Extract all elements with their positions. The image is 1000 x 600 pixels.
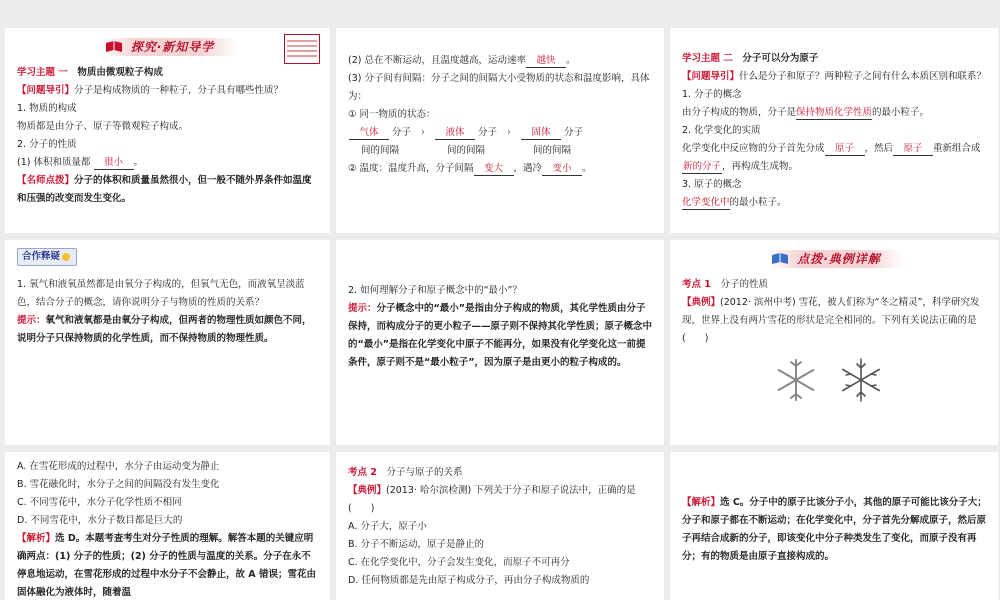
question-tag: 【问题导引】 (17, 85, 75, 96)
example-tag: 【典例】 (348, 485, 387, 496)
gap-label: 间的间隔 (446, 145, 485, 156)
fill-prefix: (2) 总在不断运动，且温度越高，运动速率 (348, 55, 526, 66)
tip-tag: 【名师点拨】 (17, 175, 75, 186)
fill-prefix: (1) 体积和质量都 (17, 157, 91, 168)
fill-answer: 气体 (349, 126, 389, 140)
section-heading: 1. 物质的构成 (17, 103, 77, 114)
lamp-icon (60, 252, 72, 262)
fill-mid: ，然后 (864, 143, 894, 154)
section-heading: 2. 分子的性质 (17, 139, 77, 150)
option-c: C. 在化学变化中，分子会发生变化，而原子不可再分 (348, 557, 570, 568)
hint-text: 氧气和液氧都是由氧分子构成，但两者的物理性质如颜色不同，说明分子只保持物质的化学性质，而不保持物质的物理性质。 (17, 315, 312, 344)
fill-answer: 原子 (825, 142, 865, 156)
question-text: 1. 氧气和液氧虽然都是由氧分子构成的，但氧气无色，而液氧呈淡蓝色，结合分子的概念，请你说明分子与物质的性质的关系？ (17, 279, 305, 308)
book-icon (771, 252, 789, 266)
topic-label: 学习主题 二 (682, 53, 733, 64)
panel-8 (336, 452, 664, 600)
panel-7 (5, 452, 330, 600)
fill-answer: 保持物质化学性质 (796, 107, 873, 118)
paragraph: ① 同一物质的状态： (348, 109, 436, 120)
panel-5 (336, 240, 664, 445)
panel-9 (670, 452, 998, 600)
panel-6 (670, 240, 998, 445)
fill-prefix: 由分子构成的物质，分子是 (682, 107, 797, 118)
fill-suffix: 。 (565, 55, 576, 66)
fill-prefix: ② 温度：温度升高，分子间隔 (348, 163, 474, 174)
fill-suffix: 。 (133, 157, 144, 168)
example-tag: 【典例】 (682, 297, 721, 308)
tip-text: 分子的体积和质量虽然很小，但一般不随外界条件如温度和压强的改变而发生变化。 (17, 175, 312, 204)
panel-4 (5, 240, 330, 445)
fill-suffix: 的最小粒子。 (872, 107, 930, 118)
fill-answer: 化学变化中 (682, 197, 730, 208)
gap-label: 间的间隔 (532, 145, 571, 156)
option-b: B. 分子不断运动，原子是静止的 (348, 539, 485, 550)
state-row (348, 124, 654, 142)
chevron-right-icon: › (421, 127, 425, 138)
section-heading: 1. 分子的概念 (682, 89, 742, 100)
banner-text: 点拨·典例详解 (797, 252, 881, 266)
fill-answer: 变小 (542, 162, 582, 176)
chevron-right-icon: › (507, 127, 511, 138)
answer-text: 选 C。分子中的原子比该分子小，其他的原子可能比该分子大；分子和原子都在不断运动；在化学变化中，分子首先分解成原子，然后原子再结合成新的分子，即该变化中分子种类发生了变化，而原子没有再分；有的物质是由原子直接构成的。 (682, 497, 987, 562)
question-tag: 【问题导引】 (682, 71, 740, 82)
question-text: 分子是构成物质的一种粒子，分子具有哪些性质？ (74, 85, 284, 96)
option-a: A. 分子大，原子小 (348, 521, 427, 532)
answer-text: 选 D。本题考查考生对分子性质的理解。解答本题的关键应明确两点：(1) 分子的性质；(2) 分子的性质与温度的关系。分子在永不停息地运动，在雪花形成的过程中水分子不会静止，故 A 错误；雪花由固体融化为液体时，随着温 (17, 533, 316, 598)
fill-mid: ，遇冷 (513, 163, 543, 174)
option-c: C. 不同雪花中，水分子化学性质不相同 (17, 497, 182, 508)
snowflake-icon (772, 356, 820, 404)
point-label: 考点 2 (348, 467, 377, 478)
fill-suffix: ，再构成生成物。 (722, 161, 799, 172)
option-d: D. 任何物质都是先由原子构成分子，再由分子构成物质的 (348, 575, 590, 586)
section-heading: 2. 化学变化的实质 (682, 125, 761, 136)
fill-mid: 重新组合成 (933, 143, 981, 154)
snowflake-images (682, 356, 988, 411)
example-text: (2013· 哈尔滨检测) 下列关于分子和原子说法中，正确的是 ( ) (348, 485, 636, 514)
fill-answer: 很小 (94, 156, 134, 170)
book-icon (105, 40, 123, 54)
panel-1 (5, 28, 330, 233)
topic-title: 分子可以分为原子 (742, 53, 819, 64)
gap-row (348, 142, 654, 160)
note-icon (284, 34, 320, 64)
paragraph: (3) 分子间有间隔：分子之间的间隔大小受物质的状态和温度影响，具体为： (348, 73, 650, 102)
banner (682, 248, 988, 270)
hint-text: 分子概念中的“最小”是指由分子构成的物质，其化学性质由分子保持，而构成分子的更小粒子——原子则不保持其化学性质；原子概念中的“最小”是指在化学变化中原子不能再分，如果没有化学变化这一前提条件，原子则不是“最小粒子”，因为原子是由更小的粒子构成的。 (348, 303, 653, 368)
state-suffix: 分子 (478, 127, 498, 138)
answer-tag: 【解析】 (682, 497, 721, 508)
coop-badge-text: 合作释疑 (22, 251, 61, 262)
question-text: 什么是分子和原子？两种粒子之间有什么本质区别和联系？ (739, 71, 987, 82)
panel-2 (336, 28, 664, 233)
banner (17, 36, 320, 58)
topic-title: 物质由微观粒子构成 (77, 67, 163, 78)
answer-tag: 【解析】 (17, 533, 56, 544)
fill-answer: 新的分子 (682, 161, 721, 172)
fill-answer: 原子 (893, 142, 933, 156)
fill-suffix: 的最小粒子。 (729, 197, 787, 208)
snowflake-icon (837, 356, 885, 404)
hint-tag: 提示： (348, 303, 377, 314)
state-suffix: 分子 (392, 127, 412, 138)
section-text: 物质都是由分子、原子等微观粒子构成。 (17, 121, 189, 132)
topic-label: 学习主题 一 (17, 67, 68, 78)
point-title: 分子的性质 (720, 279, 768, 290)
section-heading: 3. 原子的概念 (682, 179, 742, 190)
fill-answer: 变大 (474, 162, 514, 176)
fill-answer: 越快 (526, 54, 566, 68)
fill-suffix: 。 (582, 163, 592, 174)
question-text: 2. 如何理解分子和原子概念中的“最小”？ (348, 285, 522, 296)
hint-tag: 提示： (17, 315, 46, 326)
panel-3 (670, 28, 998, 233)
coop-badge (17, 248, 77, 266)
point-label: 考点 1 (682, 279, 711, 290)
option-d: D. 不同雪花中，水分子数目都是巨大的 (17, 515, 183, 526)
point-title: 分子与原子的关系 (386, 467, 463, 478)
fill-prefix: 化学变化中反应物的分子首先分成 (682, 143, 825, 154)
banner-title (767, 250, 903, 268)
example-text: (2012· 滨州中考) 雪花，被人们称为“冬之精灵”，科学研究发现，世界上没有两片雪花的形状是完全相同的。下列有关说法正确的是 ( ) (682, 297, 980, 344)
banner-text: 探究·新知导学 (130, 40, 215, 54)
state-suffix: 分子 (564, 127, 584, 138)
option-a: A. 在雪花形成的过程中，水分子由运动变为静止 (17, 461, 220, 472)
option-b: B. 雪花融化时，水分子之间的间隔没有发生变化 (17, 479, 220, 490)
banner-title (101, 38, 237, 56)
gap-label: 间的间隔 (360, 145, 399, 156)
fill-answer: 液体 (435, 126, 475, 140)
fill-answer: 固体 (521, 126, 561, 140)
